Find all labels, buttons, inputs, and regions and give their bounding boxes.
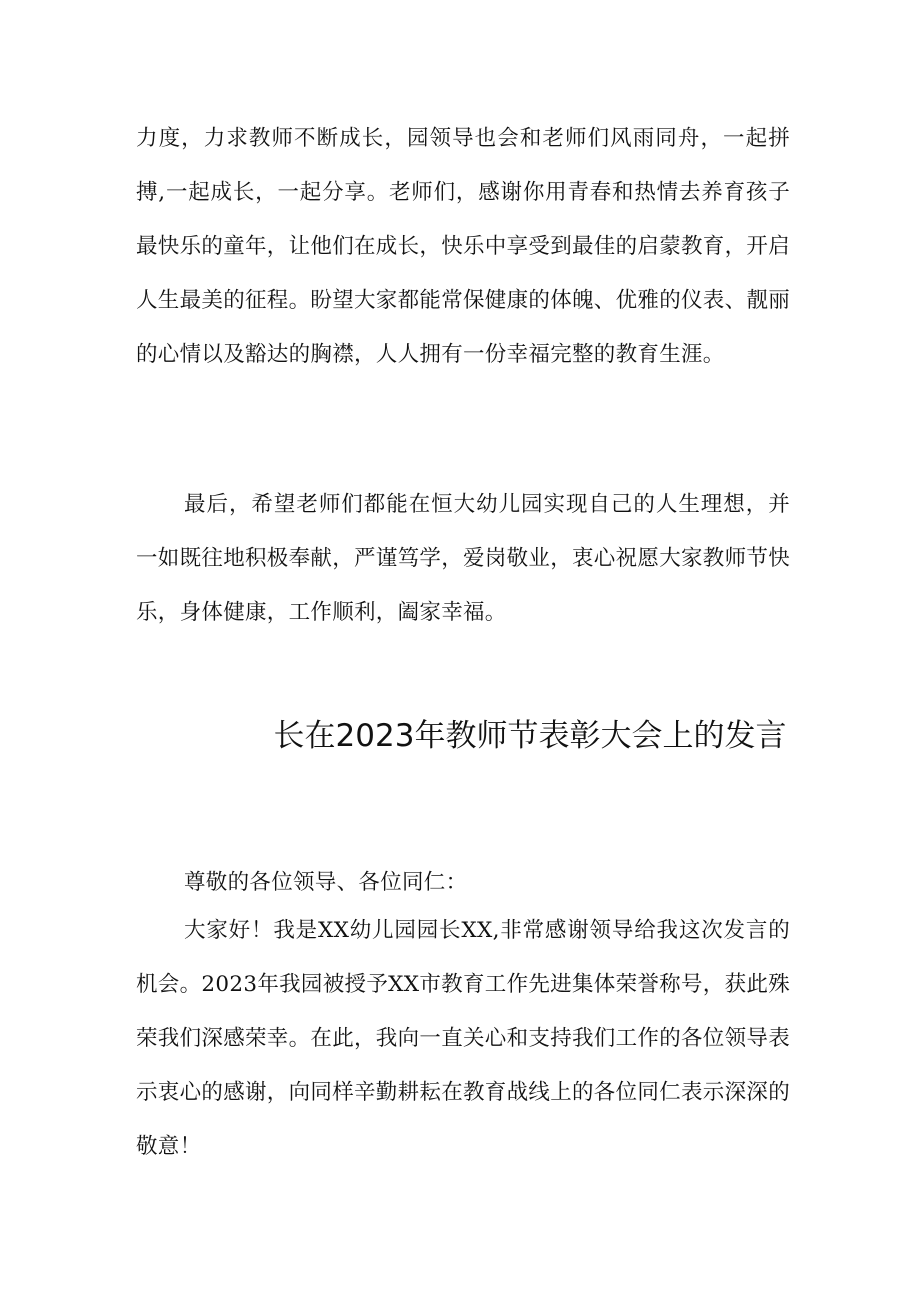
body-paragraph-continued: 力度，力求教师不断成长，园领导也会和老师们风雨同舟，一起拼搏,一起成长，一起分享。老师们，感谢你用青春和热情去养育孩子最快乐的童年，让他们在成长，快乐中享受到最佳的启蒙教育，开启人生最美的征程。盼望大家都能常保健康的体魄、优雅的仪表、靓丽的心情以及豁达的胸襟，人人拥有一份幸福完整的教育生涯。 [136,126,791,367]
body-paragraph-closing: 最后，希望老师们都能在恒大幼儿园实现自己的人生理想，并一如既往地积极奉献，严谨笃学，爱岗敬业，衷心祝愿大家教师节快乐，身体健康，工作顺利，阖家幸福。 [136,492,791,625]
body-paragraph-greeting: 大家好！我是XX幼儿园园长XX,非常感谢领导给我这次发言的机会。2023年我园被授予XX市教育工作先进集体荣誉称号，获此殊荣我们深感荣幸。在此，我向一直关心和支持我们工作的各位领导表示衷心的感谢，向同样辛勤耕耘在教育战线上的各位同仁表示深深的敬意！ [136,918,791,1159]
salutation: 尊敬的各位领导、各位同仁： [184,870,468,895]
speech-title: 长在2023年教师节表彰大会上的发言 [273,718,787,754]
